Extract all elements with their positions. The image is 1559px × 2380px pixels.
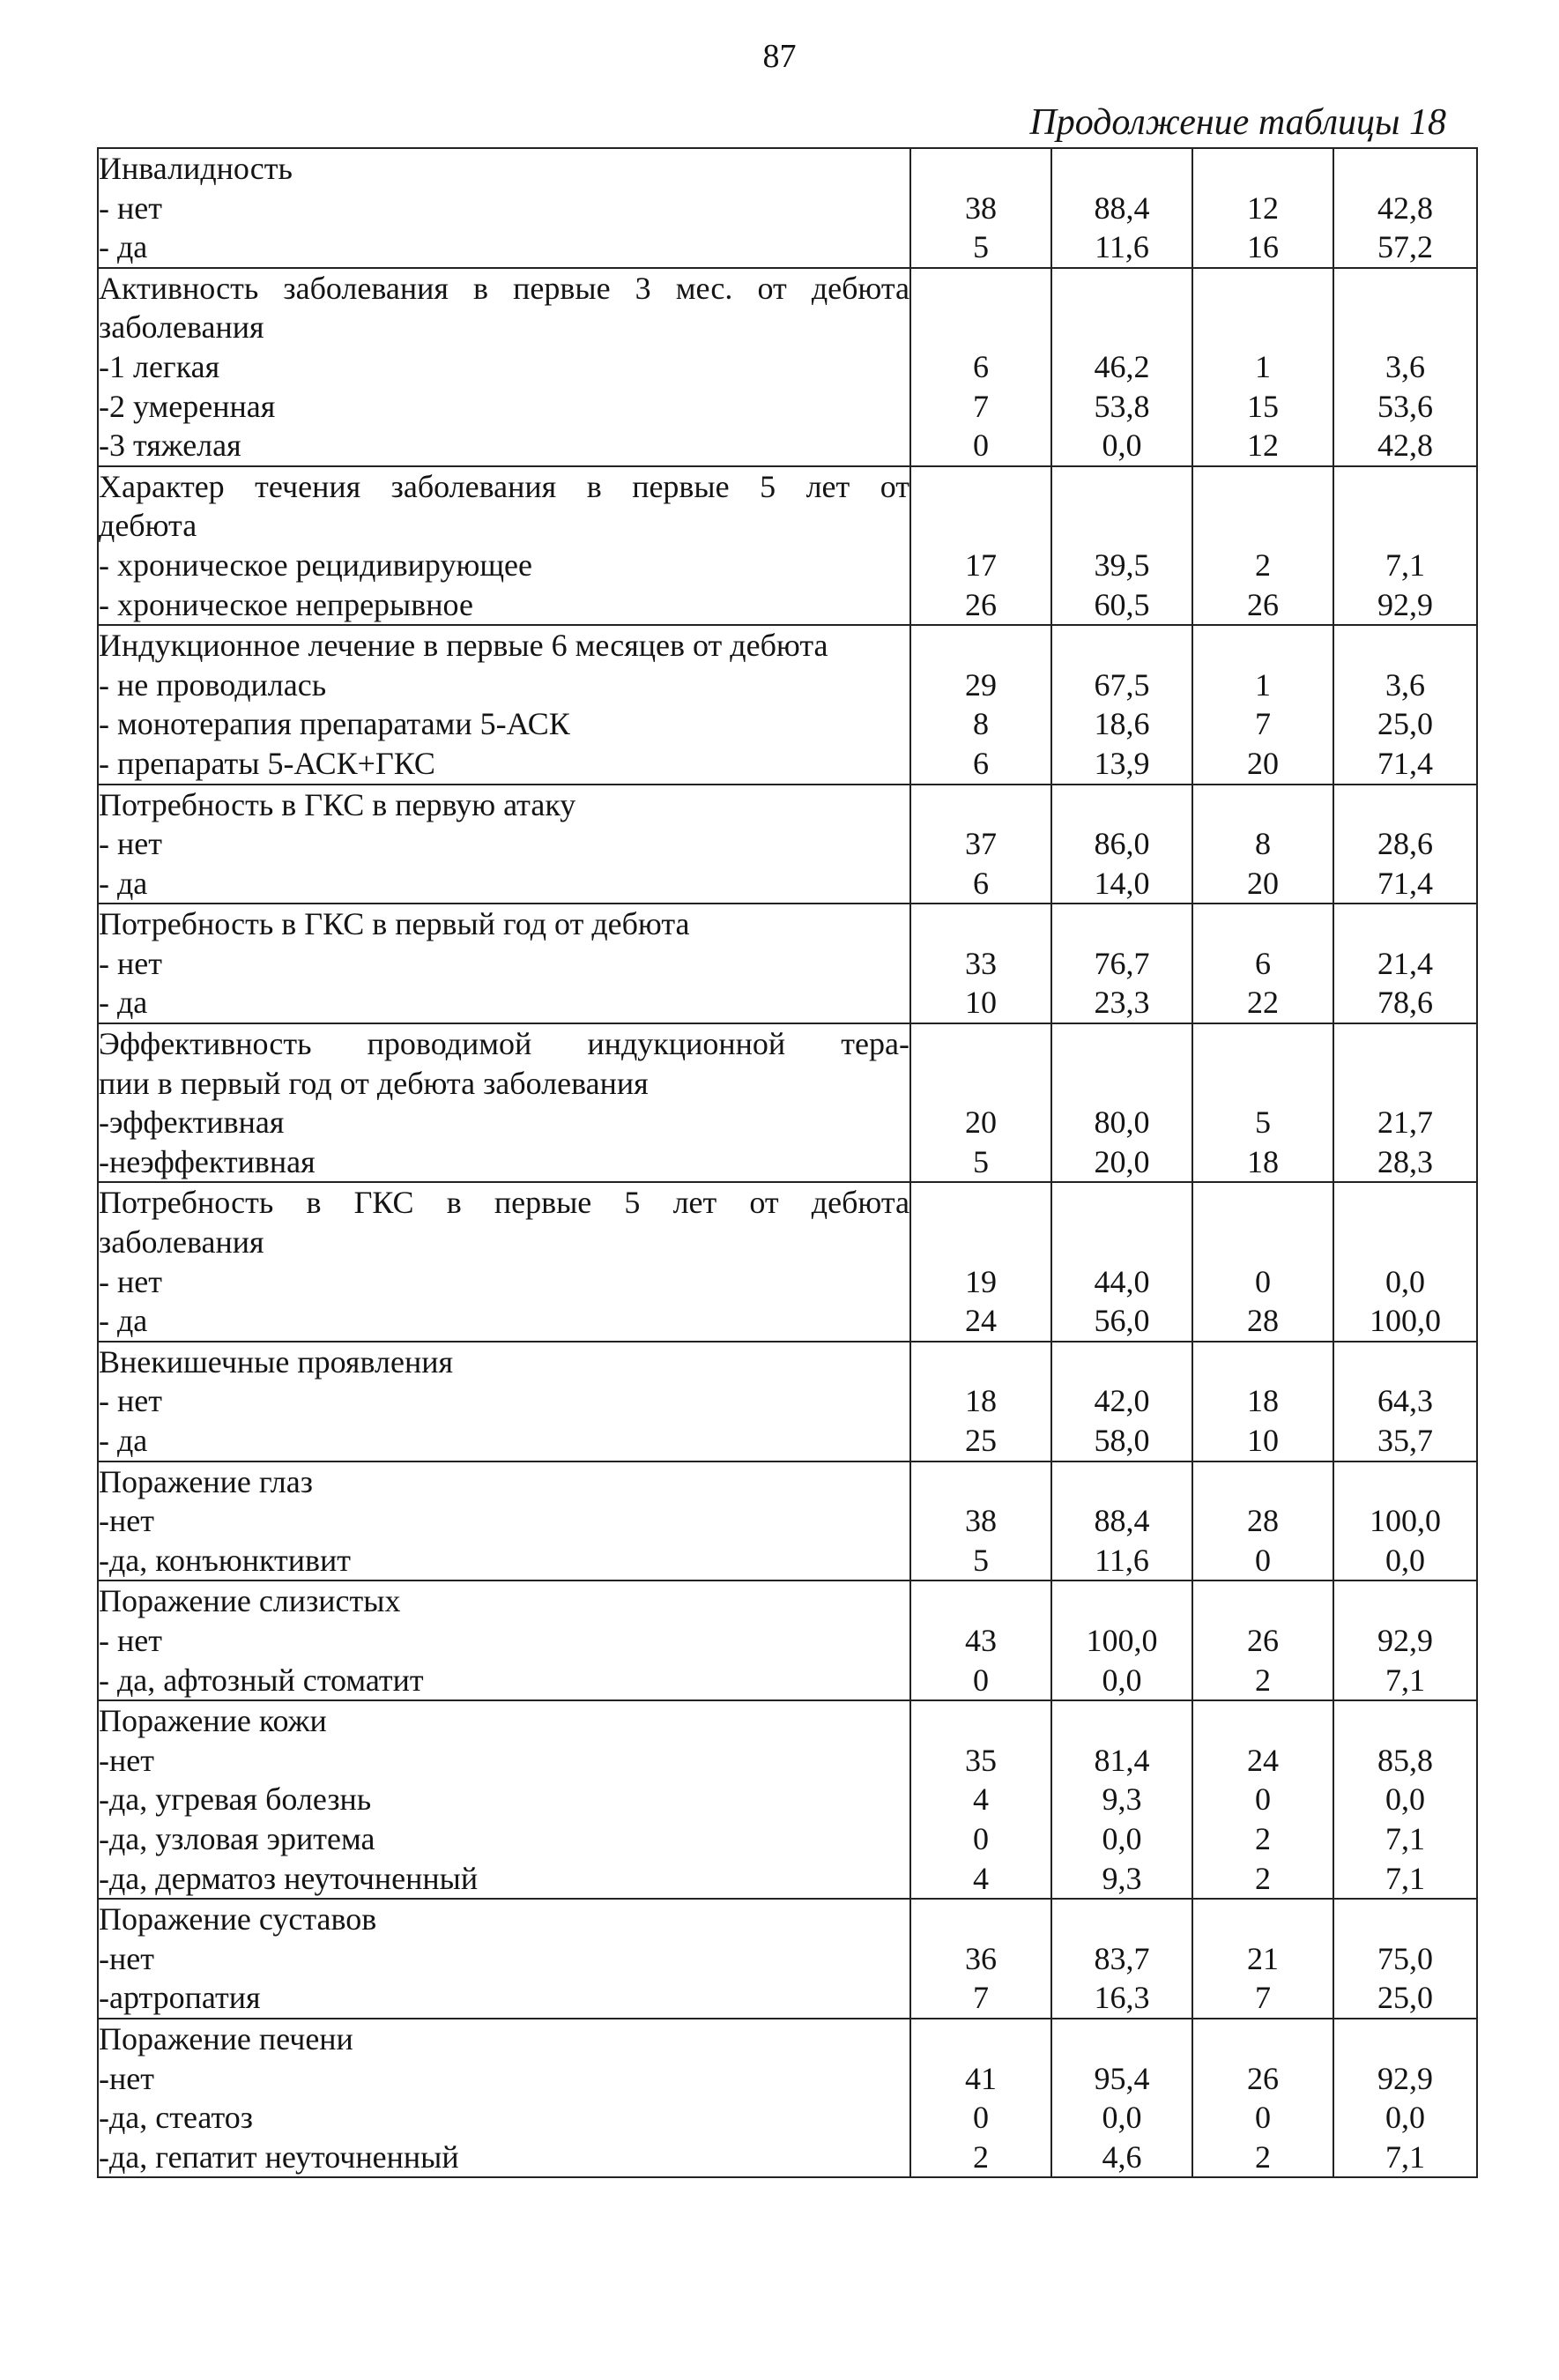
value: 25,0 [1377, 1980, 1433, 2016]
value: 22 [1247, 985, 1279, 1021]
value-cell-n2 [1192, 1182, 1333, 1341]
item-label: - да [99, 985, 148, 1021]
value: 71,4 [1377, 745, 1433, 781]
value: 38 [965, 1503, 997, 1539]
value-cell-n2 [1192, 1342, 1333, 1461]
group-header: Потребность в ГКС в первый год от дебюта [99, 906, 690, 942]
value: 6 [973, 348, 989, 384]
value-cell-n1 [910, 1342, 1051, 1461]
value: 4 [973, 1781, 989, 1818]
value: 11,6 [1095, 229, 1149, 265]
group-header: Поражение слизистых [99, 1583, 401, 1619]
value: 38 [965, 190, 997, 226]
value-cell-n2 [1192, 268, 1333, 466]
value-cell-p1 [1051, 466, 1192, 625]
table-row [98, 904, 1477, 1023]
table-row [98, 148, 1477, 268]
value: 35 [965, 1742, 997, 1778]
value: 67,5 [1094, 666, 1150, 703]
item-label: -да, угревая болезнь [99, 1781, 372, 1818]
value-cell-p2 [1333, 268, 1477, 466]
value: 21,4 [1377, 945, 1433, 981]
value: 6 [973, 865, 989, 901]
value: 85,8 [1377, 1742, 1433, 1778]
value: 26 [1247, 2060, 1279, 2096]
value-cell-p1 [1051, 1461, 1192, 1581]
value: 81,4 [1094, 1742, 1150, 1778]
item-label: -неэффективная [99, 1143, 316, 1179]
data-table [97, 147, 1478, 2178]
value: 0,0 [1102, 1820, 1142, 1856]
item-label: -нет [99, 1742, 154, 1778]
table-row [98, 785, 1477, 904]
value: 0 [973, 1820, 989, 1856]
item-label: -да, узловая эритема [99, 1820, 375, 1856]
table-caption: Продолжение таблицы 18 [1029, 102, 1446, 143]
value: 25 [965, 1423, 997, 1458]
page-number: 87 [762, 38, 797, 75]
group-header: дебюта [99, 508, 197, 544]
value-cell-p2 [1333, 1899, 1477, 2019]
value: 16 [1247, 229, 1279, 265]
value: 7,1 [1385, 1820, 1425, 1856]
value: 26 [965, 586, 997, 622]
value: 42,8 [1377, 428, 1433, 464]
value: 0,0 [1385, 1542, 1425, 1578]
value-cell-n1 [910, 1182, 1051, 1341]
value: 28,3 [1377, 1143, 1433, 1179]
value: 60,5 [1094, 586, 1150, 622]
value: 18 [965, 1383, 997, 1419]
value: 88,4 [1094, 1503, 1150, 1539]
group-header: Характер течения заболевания в первые 5 лет от [99, 468, 909, 504]
item-label: -да, конъюнктивит [99, 1542, 351, 1578]
value: 20 [1247, 745, 1279, 781]
row-label-cell [98, 785, 910, 904]
item-label: -3 тяжелая [99, 428, 241, 464]
row-label-cell [98, 466, 910, 625]
value: 21,7 [1377, 1104, 1433, 1141]
item-label: - да [99, 1423, 148, 1458]
table-row [98, 1461, 1477, 1581]
group-header: Поражение печени [99, 2020, 353, 2056]
item-label: - да [99, 865, 148, 901]
value: 2 [1255, 2138, 1271, 2175]
item-label: - препараты 5-АСК+ГКС [99, 745, 435, 781]
row-label-cell [98, 268, 910, 466]
value: 0 [1255, 2100, 1271, 2136]
value-cell-p1 [1051, 1342, 1192, 1461]
value: 39,5 [1094, 547, 1150, 583]
value-cell-n1 [910, 2019, 1051, 2177]
value: 9,3 [1102, 1860, 1142, 1896]
value-cell-p1 [1051, 268, 1192, 466]
value-cell-p2 [1333, 1461, 1477, 1581]
value: 86,0 [1094, 826, 1150, 862]
value-cell-p1 [1051, 1899, 1192, 2019]
value: 23,3 [1094, 985, 1150, 1021]
value: 0,0 [1385, 2100, 1425, 2136]
value-cell-n2 [1192, 2019, 1333, 2177]
item-label: - нет [99, 1622, 162, 1658]
value: 8 [973, 706, 989, 742]
value-cell-n2 [1192, 625, 1333, 784]
value: 0 [1255, 1781, 1271, 1818]
value: 4 [973, 1860, 989, 1896]
value: 88,4 [1094, 190, 1150, 226]
row-label-cell [98, 1580, 910, 1700]
value: 26 [1247, 1622, 1279, 1658]
table-row [98, 466, 1477, 625]
row-label-cell [98, 1700, 910, 1899]
group-header: Эффективность проводимой индукционной тера- [99, 1026, 909, 1062]
value: 0 [1255, 1542, 1271, 1578]
group-header: Индукционное лечение в первые 6 месяцев от дебюта [99, 628, 828, 664]
value: 11,6 [1095, 1542, 1149, 1578]
value: 43 [965, 1622, 997, 1658]
value: 44,0 [1094, 1263, 1150, 1299]
value: 16,3 [1094, 1980, 1150, 2016]
group-header: Поражение глаз [99, 1463, 313, 1499]
value: 53,6 [1377, 388, 1433, 424]
table-row [98, 1700, 1477, 1899]
value: 36 [965, 1940, 997, 1976]
value: 25,0 [1377, 706, 1433, 742]
value-cell-p2 [1333, 904, 1477, 1023]
item-label: - нет [99, 826, 162, 862]
value: 0 [973, 1662, 989, 1698]
value-cell-n2 [1192, 1700, 1333, 1899]
value: 0,0 [1385, 1781, 1425, 1818]
value: 75,0 [1377, 1940, 1433, 1976]
value: 21 [1247, 1940, 1279, 1976]
value: 28 [1247, 1503, 1279, 1539]
value: 2 [1255, 1820, 1271, 1856]
value-cell-n1 [910, 1580, 1051, 1700]
value: 42,0 [1094, 1383, 1150, 1419]
value-cell-n1 [910, 466, 1051, 625]
item-label: -да, стеатоз [99, 2100, 253, 2136]
value: 78,6 [1377, 985, 1433, 1021]
item-label: - не проводилась [99, 666, 327, 703]
value-cell-n1 [910, 1461, 1051, 1581]
value-cell-p1 [1051, 785, 1192, 904]
item-label: -1 легкая [99, 348, 220, 384]
table-row [98, 268, 1477, 466]
group-header: Потребность в ГКС в первые 5 лет от дебюта [99, 1185, 909, 1221]
table-row [98, 1182, 1477, 1341]
item-label: - хроническое непрерывное [99, 586, 473, 622]
value-cell-p1 [1051, 2019, 1192, 2177]
value: 58,0 [1094, 1423, 1150, 1458]
item-label: - нет [99, 190, 162, 226]
item-label: - нет [99, 945, 162, 981]
value: 5 [1255, 1104, 1271, 1141]
value: 6 [973, 745, 989, 781]
row-label-cell [98, 2019, 910, 2177]
value-cell-p1 [1051, 1580, 1192, 1700]
value: 24 [1247, 1742, 1279, 1778]
value: 5 [973, 229, 989, 265]
value: 5 [973, 1143, 989, 1179]
group-header: заболевания [99, 1224, 264, 1261]
item-label: - хроническое рецидивирующее [99, 547, 533, 583]
value: 0,0 [1102, 428, 1142, 464]
value: 83,7 [1094, 1940, 1150, 1976]
value: 26 [1247, 586, 1279, 622]
value-cell-n2 [1192, 1461, 1333, 1581]
value: 8 [1255, 826, 1271, 862]
value-cell-p2 [1333, 1342, 1477, 1461]
table-row [98, 1342, 1477, 1461]
value: 2 [973, 2138, 989, 2175]
value: 12 [1247, 190, 1279, 226]
value: 7,1 [1385, 2138, 1425, 2175]
item-label: - нет [99, 1383, 162, 1419]
table-row [98, 1580, 1477, 1700]
value-cell-n2 [1192, 785, 1333, 904]
value: 56,0 [1094, 1303, 1150, 1339]
group-header: заболевания [99, 309, 264, 346]
value-cell-n2 [1192, 1580, 1333, 1700]
value: 19 [965, 1263, 997, 1299]
value: 1 [1255, 666, 1271, 703]
value: 0 [973, 2100, 989, 2136]
value: 13,9 [1094, 745, 1150, 781]
value: 7 [1255, 1980, 1271, 2016]
value: 46,2 [1094, 348, 1150, 384]
value-cell-n2 [1192, 1899, 1333, 2019]
item-label: -2 умеренная [99, 388, 276, 424]
value: 15 [1247, 388, 1279, 424]
value: 24 [965, 1303, 997, 1339]
value: 20 [965, 1104, 997, 1141]
item-label: - монотерапия препаратами 5-АСК [99, 706, 570, 742]
value-cell-n2 [1192, 148, 1333, 268]
value: 12 [1247, 428, 1279, 464]
value: 18,6 [1094, 706, 1150, 742]
item-label: -нет [99, 1940, 154, 1976]
value: 14,0 [1094, 865, 1150, 901]
value: 92,9 [1377, 1622, 1433, 1658]
item-label: - да, афтозный стоматит [99, 1662, 424, 1698]
value: 95,4 [1094, 2060, 1150, 2096]
value-cell-n1 [910, 904, 1051, 1023]
table-row [98, 1023, 1477, 1182]
value-cell-p1 [1051, 1023, 1192, 1182]
value: 0,0 [1385, 1263, 1425, 1299]
value-cell-p1 [1051, 625, 1192, 784]
value: 28 [1247, 1303, 1279, 1339]
value: 7,1 [1385, 547, 1425, 583]
item-label: - да [99, 1303, 148, 1339]
value-cell-n1 [910, 785, 1051, 904]
group-header: пии в первый год от дебюта заболевания [99, 1065, 649, 1101]
value: 0 [973, 428, 989, 464]
value-cell-n2 [1192, 1023, 1333, 1182]
value: 33 [965, 945, 997, 981]
value: 3,6 [1385, 666, 1425, 703]
item-label: - да [99, 229, 148, 265]
row-label-cell [98, 1342, 910, 1461]
value: 18 [1247, 1143, 1279, 1179]
table-body [98, 148, 1477, 2177]
value: 1 [1255, 348, 1271, 384]
value: 2 [1255, 1860, 1271, 1896]
value: 100,0 [1370, 1303, 1441, 1339]
value-cell-n1 [910, 268, 1051, 466]
group-header: Поражение кожи [99, 1703, 327, 1739]
table-row [98, 2019, 1477, 2177]
value: 10 [965, 985, 997, 1021]
value: 92,9 [1377, 586, 1433, 622]
row-label-cell [98, 1899, 910, 2019]
group-header: Потребность в ГКС в первую атаку [99, 786, 576, 822]
row-label-cell [98, 148, 910, 268]
value-cell-p1 [1051, 1182, 1192, 1341]
item-label: - нет [99, 1263, 162, 1299]
value: 18 [1247, 1383, 1279, 1419]
value: 5 [973, 1542, 989, 1578]
row-label-cell [98, 1461, 910, 1581]
item-label: -эффективная [99, 1104, 285, 1141]
item-label: -нет [99, 1503, 154, 1539]
value: 80,0 [1094, 1104, 1150, 1141]
value-cell-n2 [1192, 466, 1333, 625]
value: 7 [973, 1980, 989, 2016]
value-cell-p1 [1051, 148, 1192, 268]
value: 2 [1255, 1662, 1271, 1698]
value: 20,0 [1094, 1143, 1150, 1179]
row-label-cell [98, 904, 910, 1023]
value-cell-n1 [910, 1899, 1051, 2019]
value-cell-p2 [1333, 148, 1477, 268]
value: 53,8 [1094, 388, 1150, 424]
value: 35,7 [1377, 1423, 1433, 1458]
value: 17 [965, 547, 997, 583]
table-row [98, 625, 1477, 784]
value: 7 [1255, 706, 1271, 742]
value-cell-p2 [1333, 466, 1477, 625]
value: 100,0 [1370, 1503, 1441, 1539]
value-cell-n2 [1192, 904, 1333, 1023]
value: 76,7 [1094, 945, 1150, 981]
value: 29 [965, 666, 997, 703]
value: 10 [1247, 1423, 1279, 1458]
value: 37 [965, 826, 997, 862]
value: 9,3 [1102, 1781, 1142, 1818]
value: 100,0 [1086, 1622, 1158, 1658]
value: 0 [1255, 1263, 1271, 1299]
value-cell-n1 [910, 625, 1051, 784]
value-cell-p2 [1333, 1182, 1477, 1341]
value-cell-p1 [1051, 904, 1192, 1023]
value: 42,8 [1377, 190, 1433, 226]
value: 7 [973, 388, 989, 424]
value: 7,1 [1385, 1662, 1425, 1698]
value: 41 [965, 2060, 997, 2096]
item-label: -нет [99, 2060, 154, 2096]
group-header: Внекишечные проявления [99, 1343, 454, 1380]
value-cell-n1 [910, 1023, 1051, 1182]
value: 28,6 [1377, 826, 1433, 862]
value-cell-p2 [1333, 1700, 1477, 1899]
item-label: -артропатия [99, 1980, 261, 2016]
value: 2 [1255, 547, 1271, 583]
value: 57,2 [1377, 229, 1433, 265]
value: 6 [1255, 945, 1271, 981]
value: 0,0 [1102, 2100, 1142, 2136]
value-cell-p2 [1333, 2019, 1477, 2177]
value: 64,3 [1377, 1383, 1433, 1419]
value-cell-p2 [1333, 625, 1477, 784]
group-header: Активность заболевания в первые 3 мес. от дебюта [99, 270, 909, 306]
value-cell-p2 [1333, 1580, 1477, 1700]
value: 4,6 [1102, 2138, 1142, 2175]
value: 20 [1247, 865, 1279, 901]
value-cell-n1 [910, 148, 1051, 268]
value: 0,0 [1102, 1662, 1142, 1698]
row-label-cell [98, 1023, 910, 1182]
row-label-cell [98, 625, 910, 784]
value-cell-p2 [1333, 1023, 1477, 1182]
group-header: Поражение суставов [99, 1901, 377, 1937]
value-cell-p1 [1051, 1700, 1192, 1899]
value: 92,9 [1377, 2060, 1433, 2096]
item-label: -да, гепатит неуточненный [99, 2138, 459, 2175]
row-label-cell [98, 1182, 910, 1341]
value: 7,1 [1385, 1860, 1425, 1896]
value-cell-n1 [910, 1700, 1051, 1899]
group-header: Инвалидность [99, 151, 293, 186]
value: 3,6 [1385, 348, 1425, 384]
table-row [98, 1899, 1477, 2019]
item-label: -да, дерматоз неуточненный [99, 1860, 479, 1896]
value-cell-p2 [1333, 785, 1477, 904]
value: 71,4 [1377, 865, 1433, 901]
